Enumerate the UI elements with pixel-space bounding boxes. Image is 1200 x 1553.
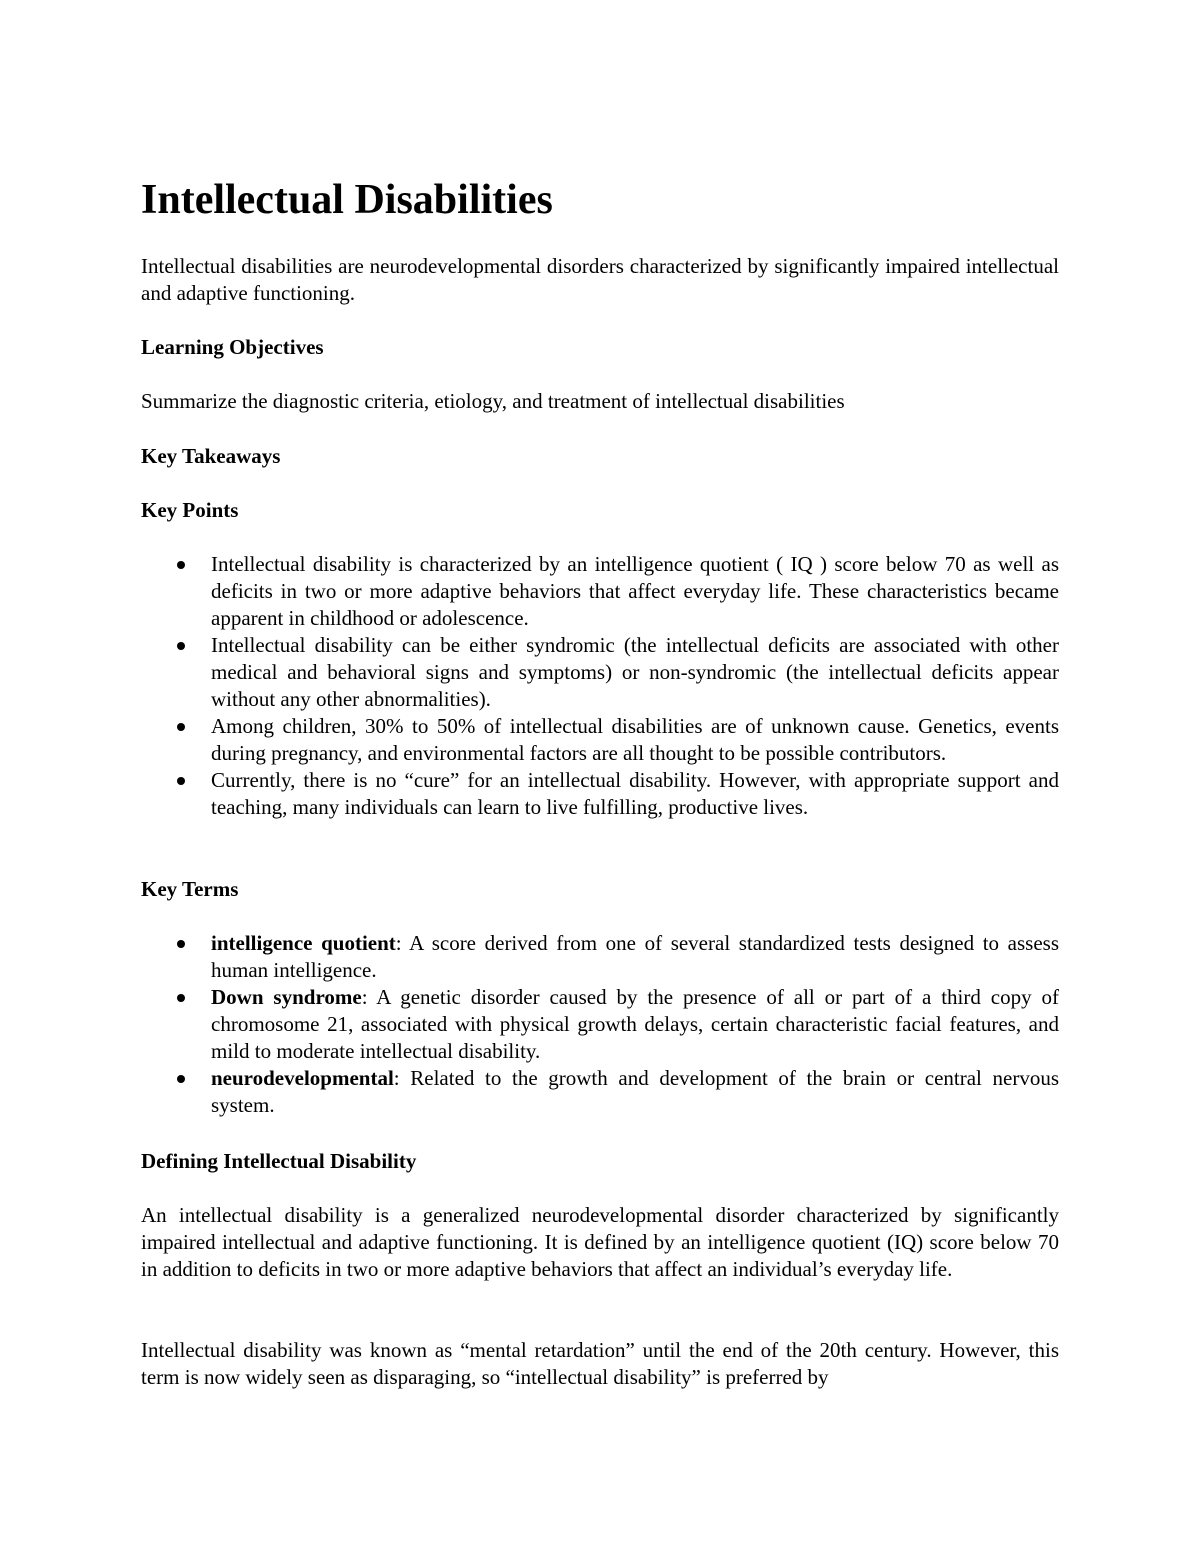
list-item <box>141 632 1059 713</box>
bullet-icon <box>177 777 185 785</box>
learning-objectives-heading: Learning Objectives <box>141 335 324 359</box>
list-item <box>141 713 1059 767</box>
list-item <box>141 930 1059 984</box>
bullet-icon <box>177 723 185 731</box>
list-item <box>141 767 1059 821</box>
defining-paragraph-2: Intellectual disability was known as “mental retardation” until the end of the 20th century. However, this term is now widely seen as disparaging, so “intellectual disability” is preferred by <box>141 1338 1059 1389</box>
bullet-icon <box>177 642 185 650</box>
term-definition: : Related to the growth and development of the brain or central nervous system. <box>211 1066 1059 1117</box>
key-points-list <box>141 551 1059 821</box>
defining-heading: Defining Intellectual Disability <box>141 1149 417 1173</box>
list-item-text: Intellectual disability is characterized by an intelligence quotient ( IQ ) score below 70 as well as deficits in two or more adaptive behaviors that affect everyday life. These characteristics became apparent in childhood or adolescence. <box>211 552 1059 630</box>
key-points-heading: Key Points <box>141 498 239 522</box>
key-terms-list <box>141 930 1059 1119</box>
list-item-text: Currently, there is no “cure” for an intellectual disability. However, with appropriate support and teaching, many individuals can learn to live fulfilling, productive lives. <box>211 768 1059 819</box>
list-item <box>141 984 1059 1065</box>
key-takeaways-heading: Key Takeaways <box>141 444 281 468</box>
learning-objectives-text: Summarize the diagnostic criteria, etiology, and treatment of intellectual disabilities <box>141 389 845 413</box>
bullet-icon <box>177 994 185 1002</box>
term-name: Down syndrome <box>211 985 362 1009</box>
page-title: Intellectual Disabilities <box>141 177 553 223</box>
key-terms-heading: Key Terms <box>141 877 239 901</box>
bullet-icon <box>177 561 185 569</box>
term-definition: : A score derived from one of several standardized tests designed to assess human intelligence. <box>211 931 1060 982</box>
defining-paragraph-1: An intellectual disability is a generalized neurodevelopmental disorder characterized by significantly impaired intellectual and adaptive functioning. It is defined by an intelligence quotient (IQ) score below 70 in addition to deficits in two or more adaptive behaviors that affect an individual’s everyday life. <box>141 1203 1059 1281</box>
list-item <box>141 551 1059 632</box>
list-item-text: Intellectual disability can be either syndromic (the intellectual deficits are associated with other medical and behavioral signs and symptoms) or non-syndromic (the intellectual deficits appear without any other abnormalities). <box>211 633 1059 711</box>
list-item-text: Among children, 30% to 50% of intellectual disabilities are of unknown cause. Genetics, events during pregnancy, and environmental factors are all thought to be possible contributors. <box>211 714 1059 765</box>
term-name: intelligence quotient <box>211 931 396 955</box>
intro-paragraph: Intellectual disabilities are neurodevelopmental disorders characterized by significantly impaired intellectual and adaptive functioning. <box>141 254 1059 305</box>
bullet-icon <box>177 1075 185 1083</box>
term-definition: : A genetic disorder caused by the presence of all or part of a third copy of chromosome 21, associated with physical growth delays, certain characteristic facial features, and mild to moderate intellectual disability. <box>211 985 1060 1063</box>
list-item <box>141 1065 1059 1119</box>
bullet-icon <box>177 940 185 948</box>
term-name: neurodevelopmental <box>211 1066 394 1090</box>
